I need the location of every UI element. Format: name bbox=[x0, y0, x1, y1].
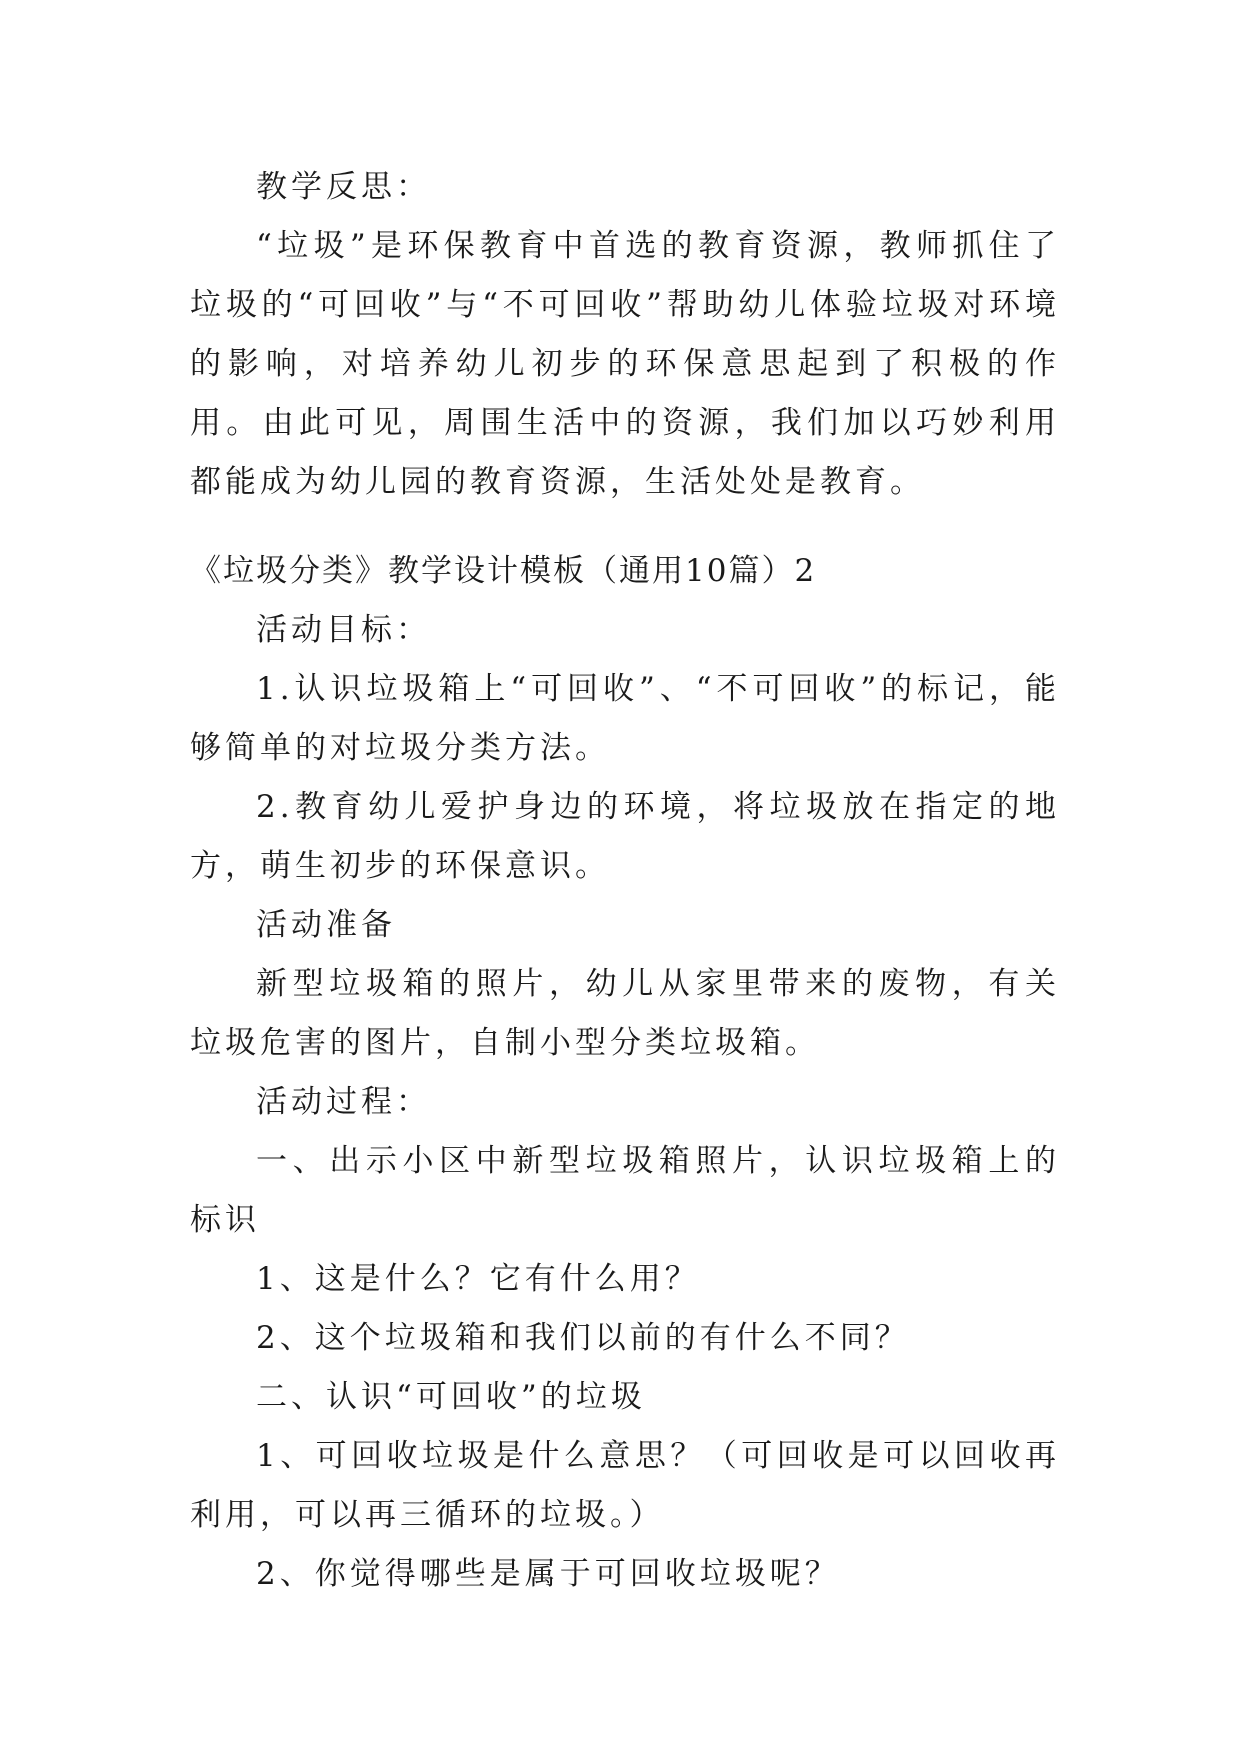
step1-heading: 一、出示小区中新型垃圾箱照片，认识垃圾箱上的标识 bbox=[190, 1143, 1060, 1238]
preparation-text: 新型垃圾箱的照片，幼儿从家里带来的废物，有关垃圾危害的图片，自制小型分类垃圾箱。 bbox=[190, 966, 1060, 1061]
goal-item-2: 2.教育幼儿爱护身边的环境，将垃圾放在指定的地方，萌生初步的环保意识。 bbox=[190, 789, 1060, 884]
step2-heading: 二、认识“可回收”的垃圾 bbox=[256, 1379, 646, 1415]
preparation-heading: 活动准备 bbox=[256, 907, 396, 943]
section-spacer bbox=[190, 512, 1060, 542]
process-heading: 活动过程： bbox=[256, 1084, 431, 1120]
step1-question-1: 1、这是什么？它有什么用？ bbox=[256, 1261, 700, 1297]
reflection-paragraph: “垃圾”是环保教育中首选的教育资源，教师抓住了垃圾的“可回收”与“不可回收”帮助幼儿体验垃圾对环境的影响，对培养幼儿初步的环保意思起到了积极的作用。由此可见，周围生活中的资源，我们加以巧妙利用都能成为幼儿园的教育资源，生活处处是教育。 bbox=[190, 228, 1060, 500]
step2-question-1: 1、可回收垃圾是什么意思？（可回收是可以回收再利用，可以再三循环的垃圾。） bbox=[190, 1438, 1060, 1533]
document-body bbox=[190, 158, 1060, 1604]
step2-question-2: 2、你觉得哪些是属于可回收垃圾呢？ bbox=[256, 1556, 840, 1592]
step1-question-2: 2、这个垃圾箱和我们以前的有什么不同？ bbox=[256, 1320, 910, 1356]
document-title: 《垃圾分类》教学设计模板（通用10篇）2 bbox=[190, 553, 817, 589]
goal-item-1: 1.认识垃圾箱上“可回收”、“不可回收”的标记，能够简单的对垃圾分类方法。 bbox=[190, 671, 1060, 766]
goals-heading: 活动目标： bbox=[256, 612, 431, 648]
reflection-heading: 教学反思： bbox=[256, 169, 431, 205]
